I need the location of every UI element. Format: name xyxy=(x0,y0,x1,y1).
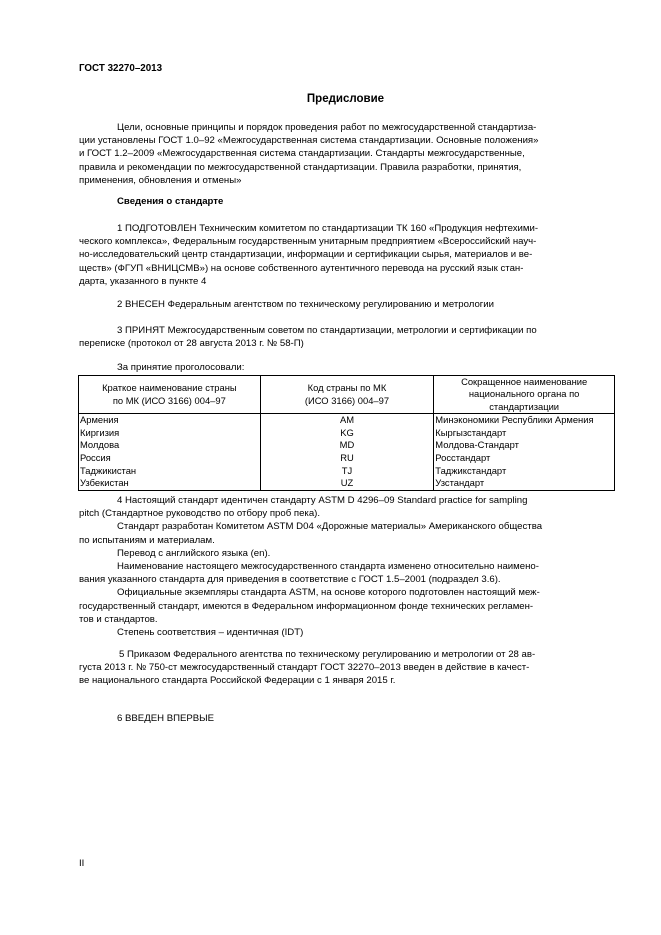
text-line: Цели, основные принципы и порядок проведения работ по межгосударственной стандартиза- xyxy=(117,122,537,133)
text-line: вания указанного стандарта для приведения в соответствие с ГОСТ 1.5–2001 (подраздел 3.6). xyxy=(79,574,501,586)
table-row xyxy=(79,414,615,427)
item-2-paragraph xyxy=(79,298,614,311)
body-cell: Кыргызстандарт xyxy=(434,427,615,440)
column-header-body: Сокращенное наименование национального органа по стандартизации xyxy=(434,376,615,414)
section-heading: Сведения о стандарте xyxy=(117,196,224,207)
code-cell: UZ xyxy=(260,477,434,490)
country-cell: Молдова xyxy=(79,439,261,452)
page-title: Предисловие xyxy=(306,93,385,105)
body-cell: Росстандарт xyxy=(434,452,615,465)
voting-countries-table xyxy=(78,375,615,491)
text-line: Официальные экземпляры стандарта ASTM, на основе которого подготовлен настоящий меж- xyxy=(117,587,540,599)
column-header-code: Код страны по МК (ИСО 3166) 004–97 xyxy=(260,376,434,414)
text-line: pitch (Стандартное руководство по отбору проб пека). xyxy=(79,508,321,520)
country-cell: Армения xyxy=(79,414,261,427)
text-line: ции установлены ГОСТ 1.0–92 «Межгосударственная система стандартизации. Основные положения» xyxy=(79,135,539,147)
item-5-paragraph xyxy=(79,648,614,688)
text-line: Степень соответствия – идентичная (IDT) xyxy=(117,627,304,639)
code-cell: TJ xyxy=(260,465,434,478)
table-row xyxy=(79,465,615,478)
text-line: Наименование настоящего межгосударственного стандарта изменено относительно наимено- xyxy=(117,561,539,573)
text-line: ществ» (ФГУП «ВНИЦСМВ») на основе собственного аутентичного перевода на русский язык стан- xyxy=(79,262,524,274)
country-cell: Узбекистан xyxy=(79,477,261,490)
text-line: 3 ПРИНЯТ Межгосударственным советом по стандартизации, метрологии и сертификации по xyxy=(117,325,537,336)
intro-paragraph xyxy=(79,121,614,187)
table-header-row xyxy=(79,376,615,414)
document-code: ГОСТ 32270–2013 xyxy=(79,63,163,74)
text-line: Стандарт разработан Комитетом ASTM D04 «Дорожные материалы» Американского общества xyxy=(117,521,543,533)
text-line: Перевод с английского языка (en). xyxy=(117,547,271,559)
item-3-paragraph xyxy=(79,324,614,350)
code-cell: KG xyxy=(260,427,434,440)
text-line: 2 ВНЕСЕН Федеральным агентством по техническому регулированию и метрологии xyxy=(117,299,495,310)
body-cell: Таджикстандарт xyxy=(434,465,615,478)
text-line: 1 ПОДГОТОВЛЕН Техническим комитетом по стандартизации ТК 160 «Продукция нефтехими- xyxy=(117,223,539,234)
code-cell: MD xyxy=(260,439,434,452)
text-line: густа 2013 г. № 750-ст межгосударственный стандарт ГОСТ 32270–2013 введен в действие в качест- xyxy=(79,662,530,674)
text-line: государственный стандарт, имеются в Федеральном информационном фонде технических регламен- xyxy=(79,600,534,612)
text-line: применения, обновления и отмены» xyxy=(79,174,242,186)
text-line: ве национального стандарта Российской Федерации с 1 января 2015 г. xyxy=(79,675,396,687)
text-line: правила и рекомендации по межгосударственной стандартизации. Правила разработки, принятия, xyxy=(79,161,522,173)
table-row xyxy=(79,477,615,490)
body-cell: Минэкономики Республики Армения xyxy=(434,414,615,427)
country-cell: Таджикистан xyxy=(79,465,261,478)
text-line: 6 ВВЕДЕН ВПЕРВЫЕ xyxy=(117,713,215,724)
text-line: но-исследовательский центр стандартизации, информации и сертификации сырья, материалов и ве- xyxy=(79,249,533,261)
code-cell: RU xyxy=(260,452,434,465)
code-cell: AM xyxy=(260,414,434,427)
item-6-paragraph xyxy=(79,712,614,725)
country-cell: Киргизия xyxy=(79,427,261,440)
text-line: дарта, указанного в пункте 4 xyxy=(79,275,207,287)
text-line: 5 Приказом Федерального агентства по техническому регулированию и метрологии от 28 ав- xyxy=(119,649,536,660)
table-row xyxy=(79,427,615,440)
column-header-country: Краткое наименование страны по МК (ИСО 3166) 004–97 xyxy=(79,376,261,414)
text-line: тов и стандартов. xyxy=(79,613,158,625)
body-cell: Узстандарт xyxy=(434,477,615,490)
item-1-paragraph xyxy=(79,222,614,288)
text-line: переписке (протокол от 28 августа 2013 г. № 58-П) xyxy=(79,338,304,350)
table-caption: За принятие проголосовали: xyxy=(117,362,245,373)
table-row xyxy=(79,439,615,452)
text-line: ческого комплекса», Федеральным государственным унитарным предприятием «Всероссийский науч- xyxy=(79,236,537,248)
item-4-paragraph xyxy=(79,494,614,639)
page-number: II xyxy=(79,858,85,869)
body-cell: Молдова-Стандарт xyxy=(434,439,615,452)
table-row xyxy=(79,452,615,465)
country-cell: Россия xyxy=(79,452,261,465)
text-line: по испытаниям и материалам. xyxy=(79,534,215,546)
text-line: 4 Настоящий стандарт идентичен стандарту ASTM D 4296–09 Standard practice for sampling xyxy=(117,495,528,506)
text-line: и ГОСТ 1.2–2009 «Межгосударственная система стандартизации. Стандарты межгосударственные, xyxy=(79,148,525,160)
